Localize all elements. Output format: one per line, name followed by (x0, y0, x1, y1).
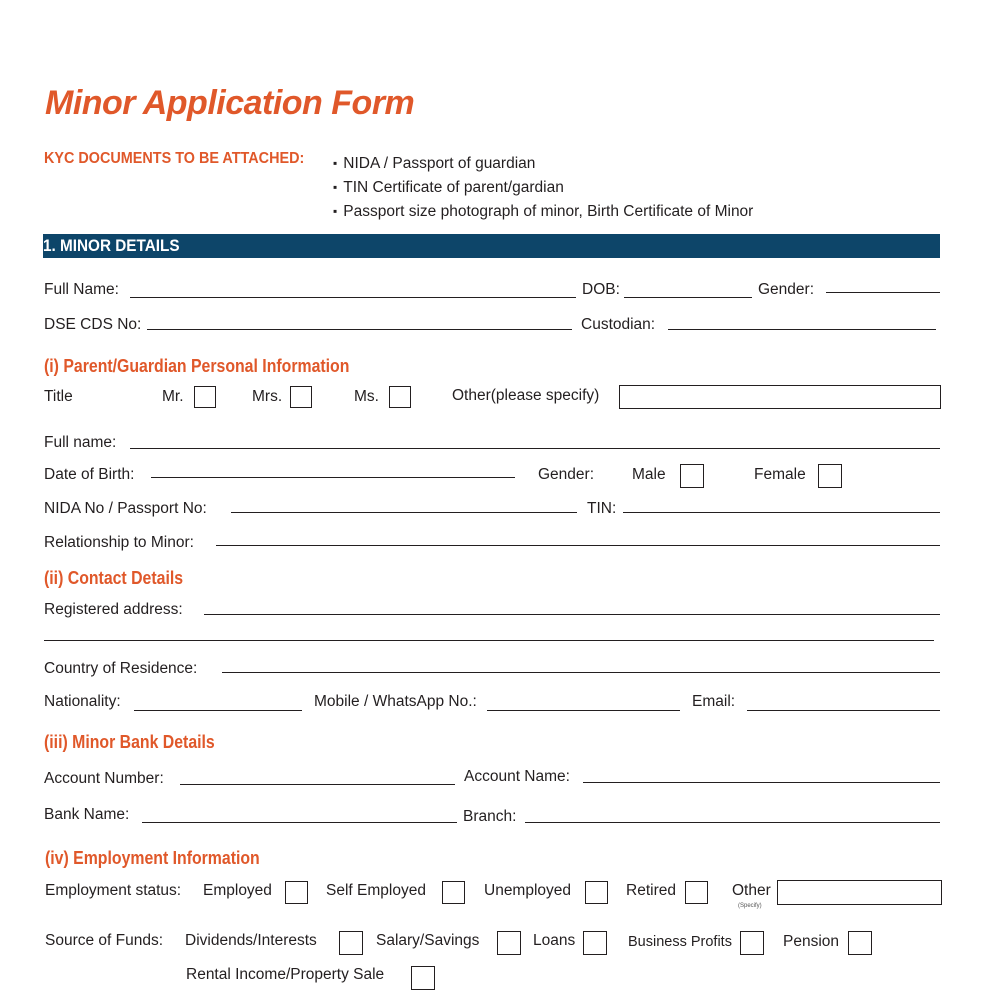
kyc-label: KYC DOCUMENTS TO BE ATTACHED: (44, 150, 305, 167)
account-name-field[interactable] (583, 782, 940, 783)
kyc-item: ▪ TIN Certificate of parent/gardian (333, 176, 753, 200)
loans-label: Loans (533, 932, 576, 949)
account-number-label: Account Number: (44, 770, 164, 787)
branch-field[interactable] (525, 822, 940, 823)
branch-label: Branch: (463, 808, 517, 825)
mr-label: Mr. (162, 388, 184, 405)
dividends-checkbox[interactable] (339, 931, 363, 955)
account-number-field[interactable] (180, 784, 455, 785)
business-profits-label: Business Profits (628, 934, 732, 950)
section-banner-minor-details (43, 234, 940, 258)
kyc-item: ▪ NIDA / Passport of guardian (333, 152, 753, 176)
contact-section-heading: (ii) Contact Details (44, 568, 184, 588)
relationship-label: Relationship to Minor: (44, 534, 194, 551)
salary-checkbox[interactable] (497, 931, 521, 955)
minor-full-name-label: Full Name: (44, 281, 119, 298)
address-field[interactable] (204, 614, 940, 615)
country-field[interactable] (222, 672, 940, 673)
page-title: Minor Application Form (45, 84, 415, 122)
other-employment-input[interactable] (777, 880, 942, 905)
unemployed-label: Unemployed (484, 882, 572, 899)
retired-checkbox[interactable] (685, 881, 708, 904)
address-field-line-2[interactable] (44, 640, 934, 641)
source-of-funds-label: Source of Funds: (45, 932, 164, 949)
loans-checkbox[interactable] (583, 931, 607, 955)
parent-dob-field[interactable] (151, 477, 515, 478)
minor-gender-label: Gender: (758, 281, 815, 298)
employed-checkbox[interactable] (285, 881, 308, 904)
pension-checkbox[interactable] (848, 931, 872, 955)
parent-dob-label: Date of Birth: (44, 466, 135, 483)
mobile-label: Mobile / WhatsApp No.: (314, 693, 477, 710)
unemployed-checkbox[interactable] (585, 881, 608, 904)
pension-label: Pension (783, 933, 840, 950)
title-label: Title (44, 388, 73, 405)
nationality-label: Nationality: (44, 693, 121, 710)
email-label: Email: (692, 693, 736, 710)
relationship-field[interactable] (216, 545, 940, 546)
self-employed-checkbox[interactable] (442, 881, 465, 904)
salary-label: Salary/Savings (376, 932, 480, 949)
country-label: Country of Residence: (44, 660, 198, 677)
minor-dob-field[interactable] (624, 297, 752, 298)
minor-full-name-field[interactable] (130, 297, 576, 298)
parent-section-heading: (i) Parent/Guardian Personal Information (44, 356, 350, 376)
other-employment-label: Other (732, 882, 771, 899)
address-label: Registered address: (44, 601, 183, 618)
dse-cds-label: DSE CDS No: (44, 316, 142, 333)
mr-checkbox[interactable] (194, 386, 216, 408)
dse-cds-field[interactable] (147, 329, 572, 330)
specify-note: (Specify) (738, 903, 762, 909)
rental-income-checkbox[interactable] (411, 966, 435, 990)
mrs-label: Mrs. (252, 388, 283, 405)
email-field[interactable] (747, 710, 940, 711)
other-title-label: Other(please specify) (452, 387, 600, 404)
female-label: Female (754, 466, 806, 483)
male-checkbox[interactable] (680, 464, 704, 488)
minor-gender-field[interactable] (826, 292, 940, 293)
dividends-label: Dividends/Interests (185, 932, 317, 949)
section-heading: 1. MINOR DETAILS (43, 236, 180, 255)
kyc-item: ▪ Passport size photograph of minor, Birth Certificate of Minor (333, 200, 753, 224)
employed-label: Employed (203, 882, 272, 899)
business-profits-checkbox[interactable] (740, 931, 764, 955)
rental-income-label: Rental Income/Property Sale (186, 966, 385, 983)
female-checkbox[interactable] (818, 464, 842, 488)
tin-field[interactable] (623, 512, 940, 513)
ms-checkbox[interactable] (389, 386, 411, 408)
employment-status-label: Employment status: (45, 882, 182, 899)
retired-label: Retired (626, 882, 676, 899)
nida-field[interactable] (231, 512, 577, 513)
parent-full-name-label: Full name: (44, 434, 117, 451)
bank-name-label: Bank Name: (44, 806, 130, 823)
nationality-field[interactable] (134, 710, 302, 711)
other-title-input[interactable] (619, 385, 941, 409)
custodian-field[interactable] (668, 329, 936, 330)
account-name-label: Account Name: (464, 768, 570, 785)
bank-section-heading: (iii) Minor Bank Details (44, 732, 215, 752)
tin-label: TIN: (587, 500, 617, 517)
employment-section-heading: (iv) Employment Information (45, 848, 260, 868)
ms-label: Ms. (354, 388, 379, 405)
custodian-label: Custodian: (581, 316, 656, 333)
male-label: Male (632, 466, 666, 483)
bank-name-field[interactable] (142, 822, 457, 823)
nida-label: NIDA No / Passport No: (44, 500, 207, 517)
minor-dob-label: DOB: (582, 281, 620, 298)
kyc-list (333, 152, 753, 224)
parent-full-name-field[interactable] (130, 448, 940, 449)
parent-gender-label: Gender: (538, 466, 595, 483)
mobile-field[interactable] (487, 710, 680, 711)
mrs-checkbox[interactable] (290, 386, 312, 408)
self-employed-label: Self Employed (326, 882, 426, 899)
